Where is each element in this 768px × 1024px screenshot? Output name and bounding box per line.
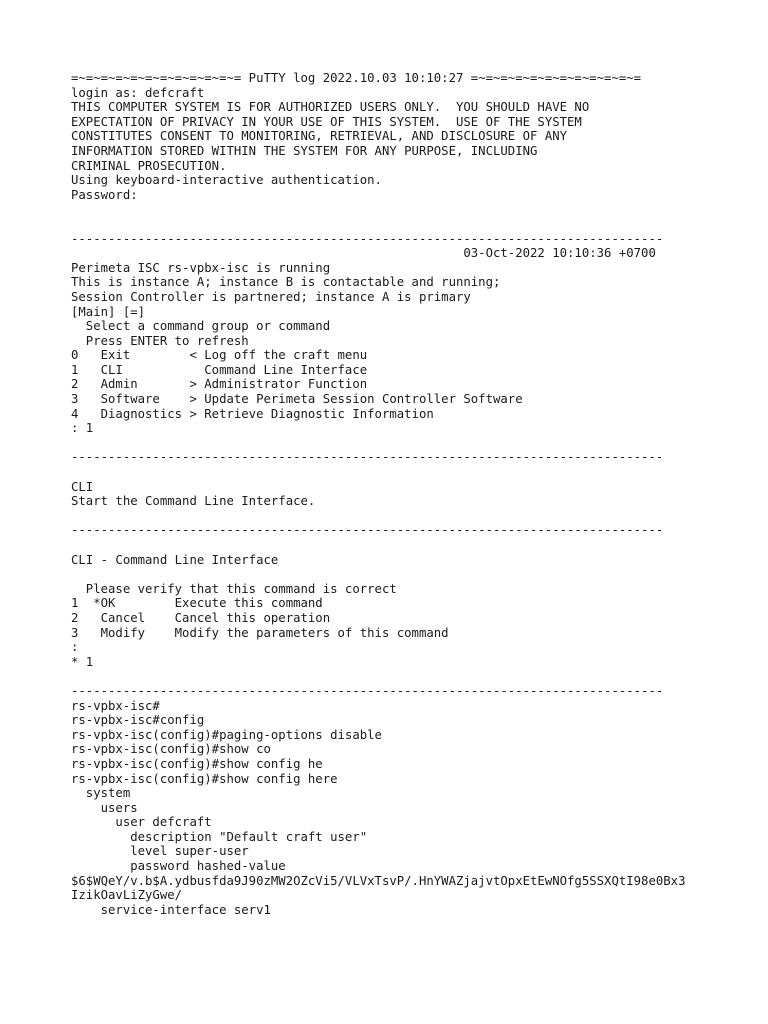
log-line: system	[71, 786, 131, 801]
log-line: IzikOavLiZyGwe/	[71, 888, 183, 903]
log-line: : 1	[71, 421, 94, 436]
log-line: Perimeta ISC rs-vpbx-isc is running	[71, 260, 331, 275]
log-line	[71, 217, 685, 232]
log-line: password hashed-value	[71, 859, 286, 874]
log-line: rs-vpbx-isc(config)#show config here	[71, 771, 338, 786]
log-line: 0 Exit < Log off the craft menu	[71, 348, 368, 363]
log-line	[71, 669, 685, 684]
log-line: login as: defcraft	[71, 85, 205, 100]
log-line: Select a command group or command	[71, 319, 331, 334]
log-line: 2 Cancel Cancel this operation	[71, 610, 331, 625]
log-line: EXPECTATION OF PRIVACY IN YOUR USE OF THIS SYSTEM. USE OF THE SYSTEM	[71, 114, 582, 129]
log-line: =~=~=~=~=~=~=~=~=~=~=~= PuTTY log 2022.10.03 10:10:27 =~=~=~=~=~=~=~=~=~=~=~=	[71, 71, 642, 85]
log-line: INFORMATION STORED WITHIN THE SYSTEM FOR ANY PURPOSE, INCLUDING	[71, 143, 538, 158]
log-line	[71, 567, 685, 582]
log-line: CRIMINAL PROSECUTION.	[71, 158, 227, 173]
log-line: 1 CLI Command Line Interface	[71, 362, 368, 377]
log-line: * 1	[71, 654, 94, 669]
log-line: Please verify that this command is correct	[71, 581, 397, 596]
log-line: CONSTITUTES CONSENT TO MONITORING, RETRIEVAL, AND DISCLOSURE OF ANY	[71, 129, 568, 144]
log-line: rs-vpbx-isc(config)#paging-options disable	[71, 727, 382, 742]
log-line: --------------------------------------------------------------------------------	[71, 450, 664, 465]
log-line: rs-vpbx-isc#	[71, 698, 160, 713]
log-line: 03-Oct-2022 10:10:36 +0700	[71, 246, 656, 261]
log-line: Session Controller is partnered; instance A is primary	[71, 289, 471, 304]
log-line: This is instance A; instance B is contactable and running;	[71, 275, 501, 290]
log-line: users	[71, 800, 138, 815]
putty-log-text	[71, 71, 685, 917]
log-line: Press ENTER to refresh	[71, 333, 249, 348]
log-line: :	[71, 640, 79, 655]
log-line: CLI - Command Line Interface	[71, 552, 279, 567]
log-line: --------------------------------------------------------------------------------	[71, 523, 664, 538]
log-line: THIS COMPUTER SYSTEM IS FOR AUTHORIZED USERS ONLY. YOU SHOULD HAVE NO	[71, 100, 590, 115]
log-line	[71, 509, 685, 524]
log-line: 3 Modify Modify the parameters of this command	[71, 625, 449, 640]
log-line: service-interface serv1	[71, 902, 271, 917]
log-line: --------------------------------------------------------------------------------	[71, 683, 664, 698]
log-line: 4 Diagnostics > Retrieve Diagnostic Information	[71, 406, 434, 421]
log-line	[71, 538, 685, 553]
log-line: 3 Software > Update Perimeta Session Controller Software	[71, 392, 523, 407]
log-line: 1 *OK Execute this command	[71, 596, 323, 611]
log-line	[71, 202, 685, 217]
log-line: description "Default craft user"	[71, 829, 368, 844]
log-line: CLI	[71, 479, 94, 494]
log-line: 2 Admin > Administrator Function	[71, 377, 368, 392]
log-line: rs-vpbx-isc(config)#show config he	[71, 756, 323, 771]
log-line: --------------------------------------------------------------------------------	[71, 231, 664, 246]
log-line: Password:	[71, 187, 138, 202]
log-line	[71, 436, 685, 451]
log-line: user defcraft	[71, 815, 212, 830]
log-line: $6$WQeY/v.b$A.ydbusfda9J90zMW2OZcVi5/VLVxTsvP/.HnYWAZjajvtOpxEtEwNOfg5SSXQtI98e0Bx3	[71, 873, 686, 888]
log-line: rs-vpbx-isc#config	[71, 713, 205, 728]
log-line: Using keyboard-interactive authentication.	[71, 173, 382, 188]
log-line: [Main] [=]	[71, 304, 146, 319]
log-line: level super-user	[71, 844, 249, 859]
log-line: Start the Command Line Interface.	[71, 494, 316, 509]
log-line: rs-vpbx-isc(config)#show co	[71, 742, 271, 757]
log-line	[71, 465, 685, 480]
